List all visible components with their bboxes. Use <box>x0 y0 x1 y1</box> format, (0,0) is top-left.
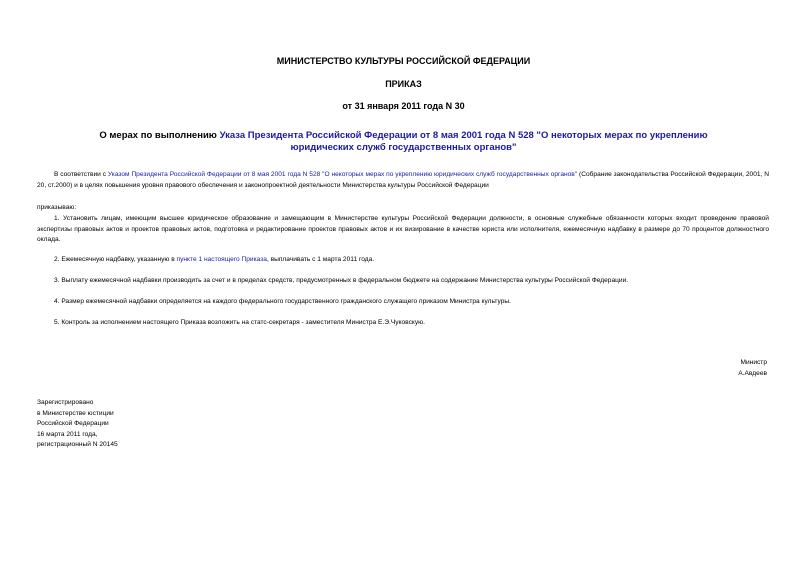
order-word: приказываю: <box>37 204 77 211</box>
preamble-text-end: (Собрание законодательства Российской Федерации, 2001, N 20, ст.2000) и в целях повышения уровня правового обеспечения и законопроектной деятельности Министерства культуры Российской Федерации <box>37 171 770 189</box>
item-1-paragraph: 1. Установить лицам, имеющим высшее юридическое образование и замещающим в Министерстве культуры Российской Федерации должности, в основные служебные обязанности которых входит проведение правовой экспертизы правовых актов и проектов правовых актов, подготовка и редактирование проектов правовых актов и их визирование в качестве юриста или исполнителя, ежемесячную надбавку в размере до 70 процентов должностного оклада. <box>37 215 769 243</box>
registration-line-2: в Министерстве юстиции <box>37 409 114 417</box>
signatory-name: А.Авдеев <box>738 369 767 377</box>
registration-block <box>37 398 118 451</box>
item-2-text-end: , выплачивать с 1 марта 2011 года. <box>266 256 375 263</box>
registration-line-3: Российской Федерации <box>37 420 109 427</box>
preamble-decree-link[interactable]: Указом Президента Российской Федерации от 8 мая 2001 года N 528 "О некоторых мерах по укреплению юридических служб государственных органов" <box>107 171 578 178</box>
item-3-paragraph: 3. Выплату ежемесячной надбавки производить за счет и в пределах средств, предусмотренных в федеральном бюджете на содержание Министерства культуры Российской Федерации. <box>54 277 629 284</box>
title-prefix: О мерах по выполнению <box>99 130 220 141</box>
ministry-heading: МИНИСТЕРСТВО КУЛЬТУРЫ РОССИЙСКОЙ ФЕДЕРАЦИИ <box>276 56 531 66</box>
document-title <box>70 130 737 154</box>
preamble-text-start: В соответствии с <box>54 171 108 178</box>
document-date-number: от 31 января 2011 года N 30 <box>342 101 465 111</box>
item-2-clause-link[interactable]: пункте 1 настоящего Приказа <box>176 256 267 263</box>
registration-line-1: Зарегистрировано <box>37 399 94 406</box>
signature-block <box>738 358 767 379</box>
item-4-paragraph: 4. Размер ежемесячной надбавки определяется на каждого федерального государственного гражданского служащего приказом Министра культуры. <box>54 298 511 305</box>
item-2-paragraph <box>37 255 769 266</box>
registration-line-4: 16 марта 2011 года, <box>37 430 98 438</box>
signatory-position: Министр <box>740 359 767 366</box>
document-type-heading: ПРИКАЗ <box>385 79 422 89</box>
title-decree-link[interactable]: Указа Президента Российской Федерации от 8 мая 2001 года N 528 "О некоторых мерах по укреплению юридических служб государственных органов" <box>219 130 708 153</box>
item-2-text-start: 2. Ежемесячную надбавку, указанную в <box>54 256 177 263</box>
preamble-paragraph <box>37 170 769 191</box>
registration-line-5: регистрационный N 20145 <box>37 441 118 448</box>
item-5-paragraph: 5. Контроль за исполнением настоящего Приказа возложить на статс-секретаря - заместителя Министра Е.Э.Чуковскую. <box>54 319 425 326</box>
